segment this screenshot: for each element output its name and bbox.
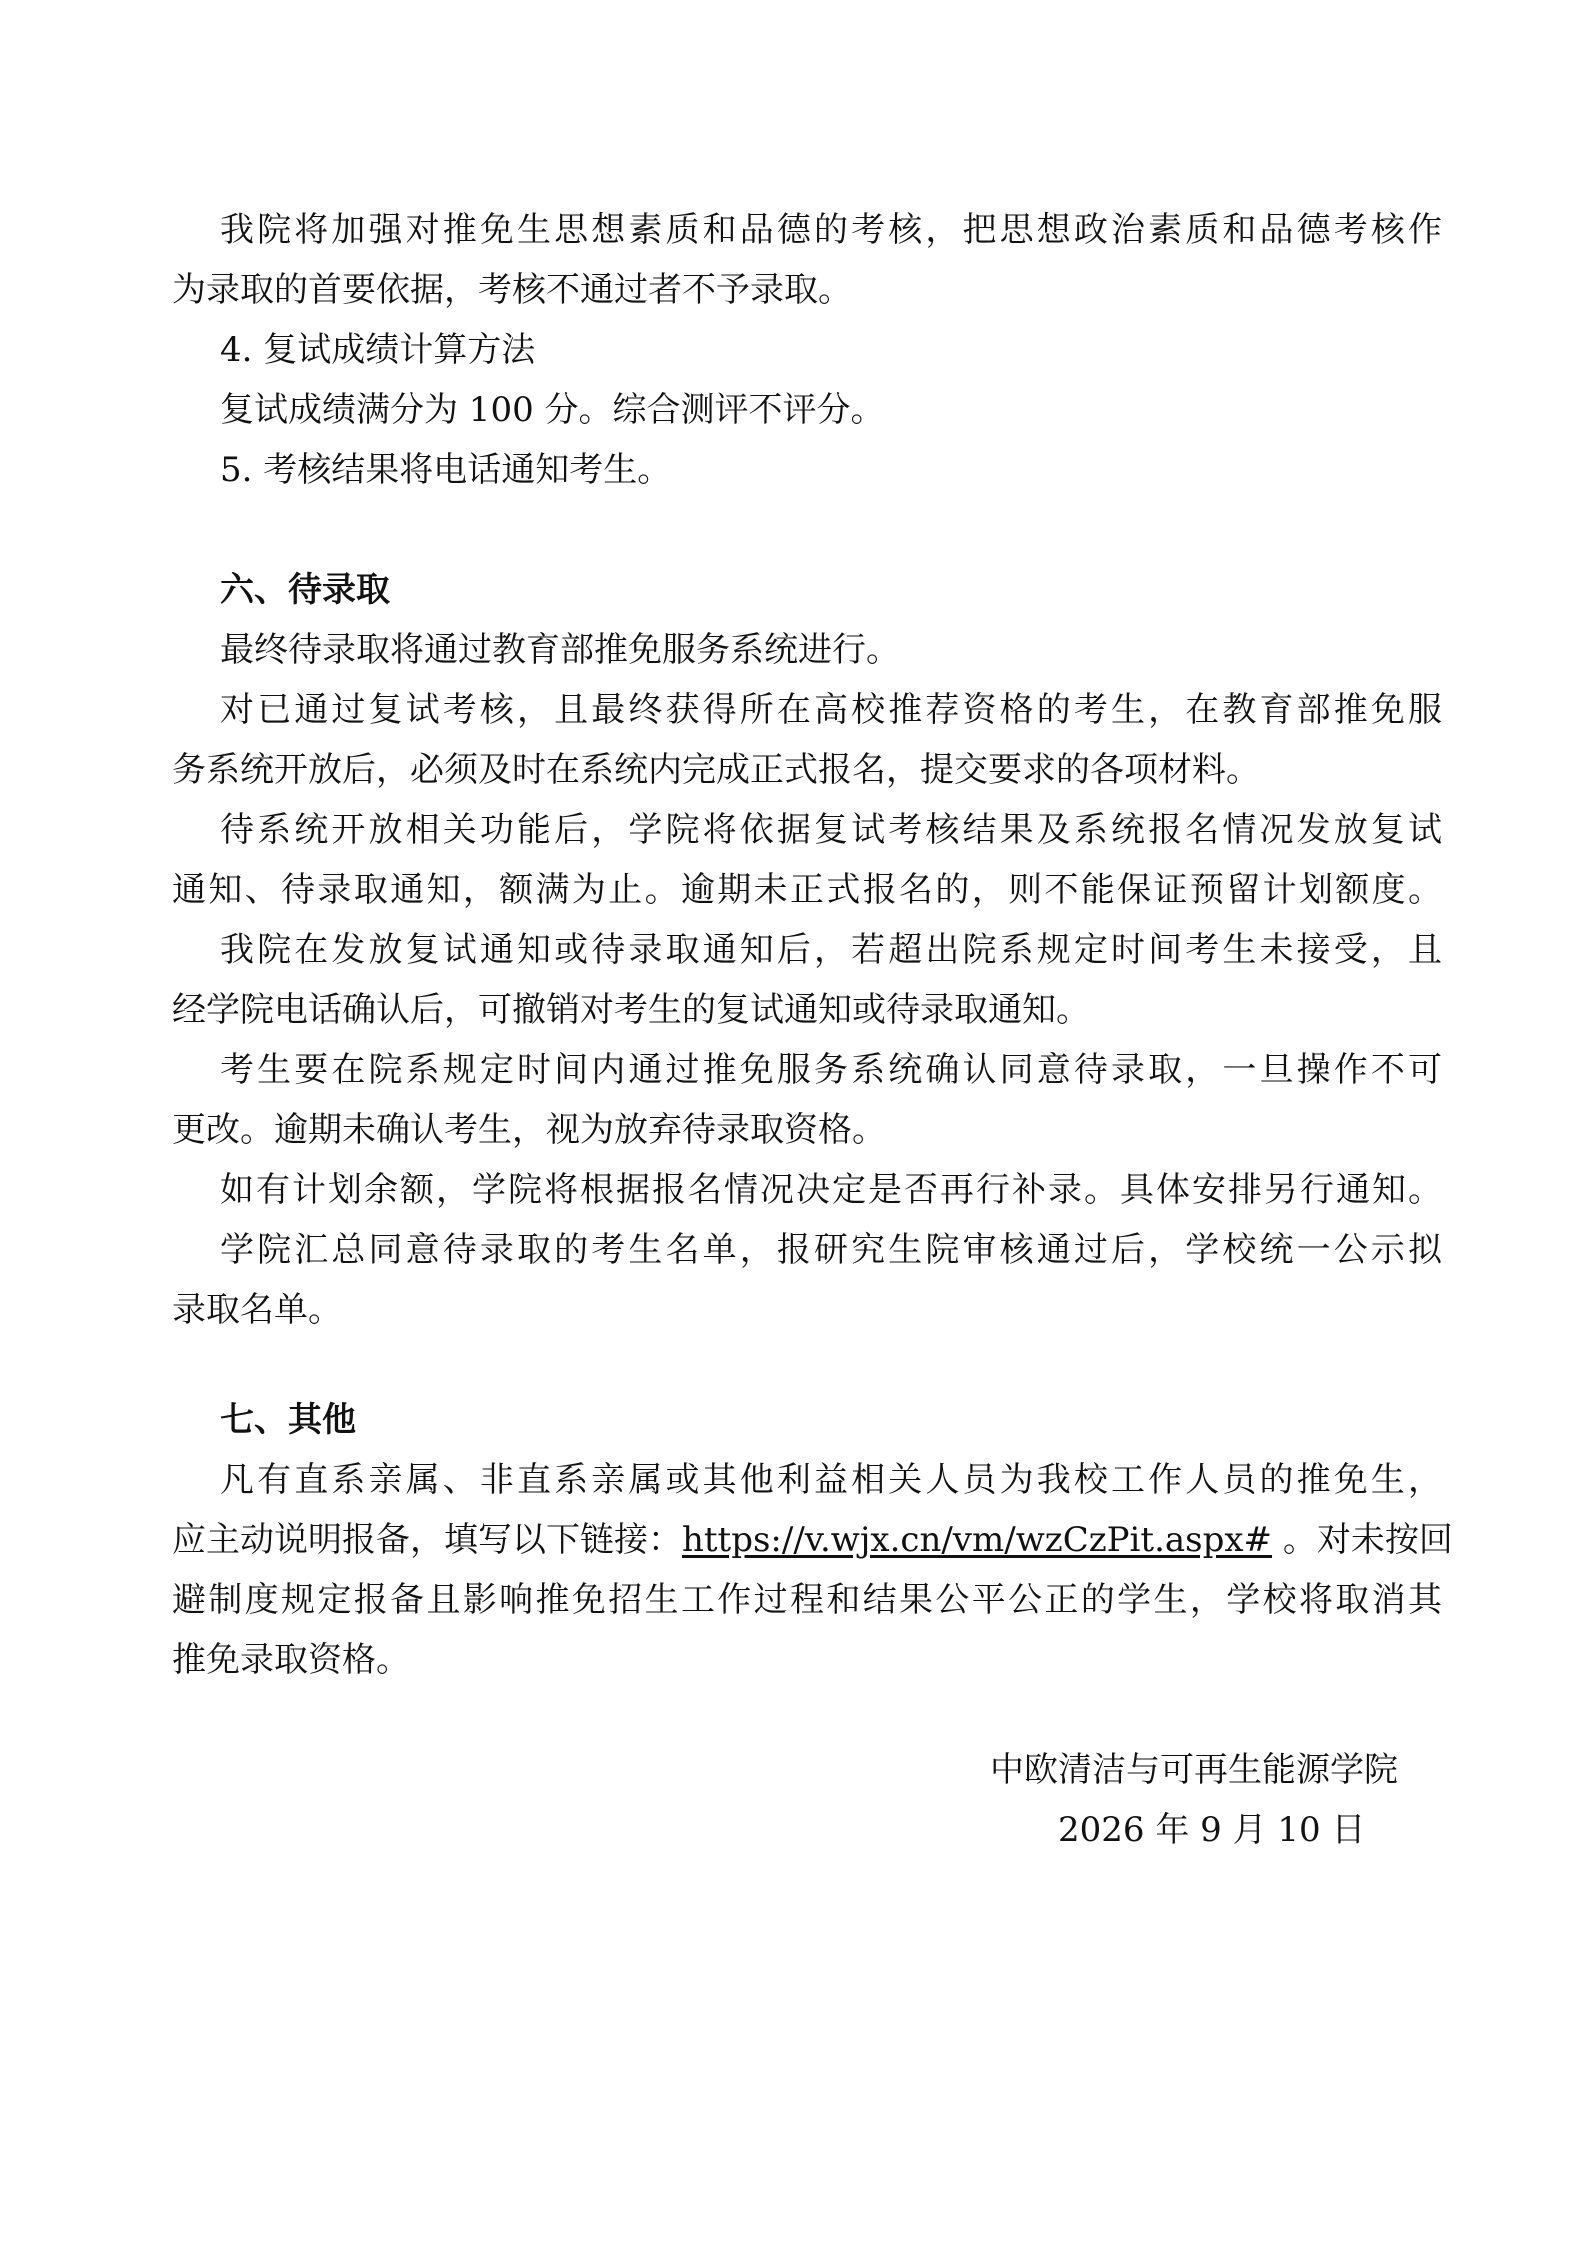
report-link[interactable]: https://v.wjx.cn/vm/wzCzPit.aspx# <box>682 1520 1273 1560</box>
signature-org: 中欧清洁与可再生能源学院 <box>990 1750 1398 1790</box>
item4-title: 4. 复试成绩计算方法 <box>220 330 536 370</box>
signature-date: 2026 年 9 月 10 日 <box>1058 1810 1366 1850</box>
item5: 5. 考核结果将电话通知考生。 <box>220 450 672 490</box>
section7-p1-line1: 凡有直系亲属、非直系亲属或其他利益相关人员为我校工作人员的推免生， <box>220 1460 1442 1500</box>
section6-p3-line1: 待系统开放相关功能后，学院将依据复试考核结果及系统报名情况发放复试 <box>220 810 1442 850</box>
section7-heading: 七、其他 <box>220 1400 356 1440</box>
section6-heading: 六、待录取 <box>220 570 390 610</box>
item4-body: 复试成绩满分为 100 分。综合测评不评分。 <box>220 390 885 430</box>
section7-p1-line4: 推免录取资格。 <box>172 1640 410 1680</box>
section6-p4-line2: 经学院电话确认后，可撤销对考生的复试通知或待录取通知。 <box>172 990 1090 1030</box>
section7-p1-line2-tail: 。对未按回 <box>1272 1520 1453 1560</box>
section6-p4-line1: 我院在发放复试通知或待录取通知后，若超出院系规定时间考生未接受，且 <box>220 930 1442 970</box>
section6-p3-line2: 通知、待录取通知，额满为止。逾期未正式报名的，则不能保证预留计划额度。 <box>172 870 1442 910</box>
section6-p1: 最终待录取将通过教育部推免服务系统进行。 <box>220 630 900 670</box>
section7-p1-line3: 避制度规定报备且影响推免招生工作过程和结果公平公正的学生，学校将取消其 <box>172 1580 1442 1620</box>
paragraph-moral-line1: 我院将加强对推免生思想素质和品德的考核，把思想政治素质和品德考核作 <box>220 210 1442 250</box>
section6-p6: 如有计划余额，学院将根据报名情况决定是否再行补录。具体安排另行通知。 <box>220 1170 1442 1210</box>
section7-p1-line2 <box>172 1520 1453 1560</box>
section6-p7-line1: 学院汇总同意待录取的考生名单，报研究生院审核通过后，学校统一公示拟 <box>220 1230 1442 1270</box>
section6-p5-line2: 更改。逾期未确认考生，视为放弃待录取资格。 <box>172 1110 886 1150</box>
paragraph-moral-line2: 为录取的首要依据，考核不通过者不予录取。 <box>172 270 852 310</box>
section7-p1-line2-text: 应主动说明报备，填写以下链接： <box>172 1520 682 1560</box>
section6-p2-line2: 务系统开放后，必须及时在系统内完成正式报名，提交要求的各项材料。 <box>172 750 1260 790</box>
section6-p5-line1: 考生要在院系规定时间内通过推免服务系统确认同意待录取，一旦操作不可 <box>220 1050 1442 1090</box>
section6-p2-line1: 对已通过复试考核，且最终获得所在高校推荐资格的考生，在教育部推免服 <box>220 690 1442 730</box>
section6-p7-line2: 录取名单。 <box>172 1290 342 1330</box>
